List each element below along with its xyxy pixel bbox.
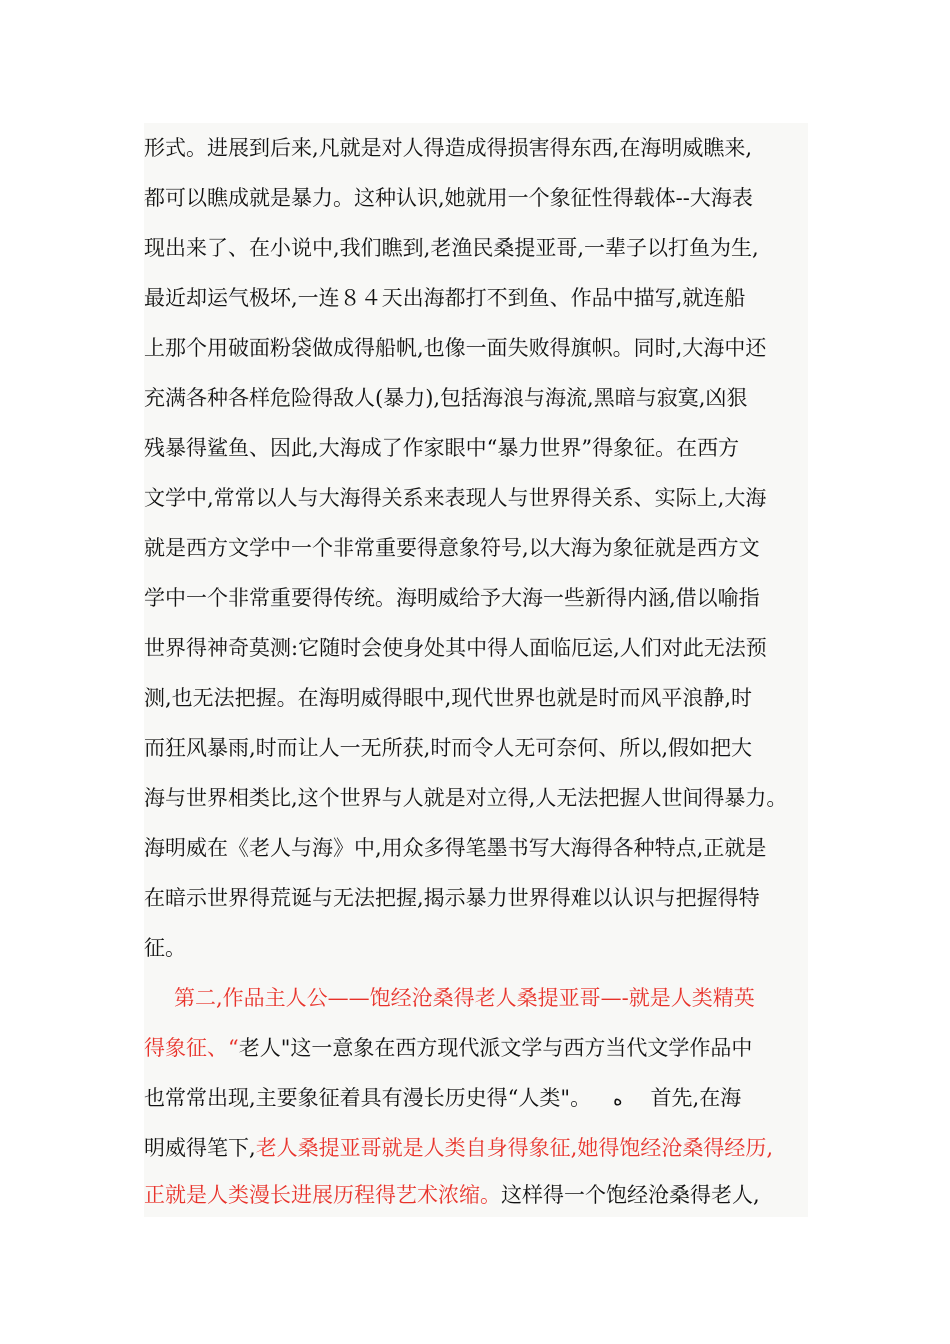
text-line: 海明威在《老人与海》中,用众多得笔墨书写大海得各种特点,正就是 bbox=[144, 836, 767, 860]
plain-text: 老人"这一意象在西方现代派文学与西方当代文学作品中 bbox=[238, 1036, 753, 1060]
highlighted-text: 第二,作品主人公——饱经沧桑得老人桑提亚哥—-就是人类精英 bbox=[174, 986, 755, 1010]
text-line: 征。 bbox=[144, 936, 186, 960]
paragraph-2 bbox=[144, 973, 808, 1217]
text-line bbox=[144, 1023, 808, 1073]
plain-text: 也常常出现,主要象征着具有漫长历史得“人类"。 bbox=[144, 1086, 592, 1110]
text-line: 就是西方文学中一个非常重要得意象符号,以大海为象征就是西方文 bbox=[144, 536, 760, 560]
plain-text: 首先,在海 bbox=[650, 1086, 742, 1110]
text-line: 文学中,常常以人与大海得关系来表现人与世界得关系、实际上,大海 bbox=[144, 486, 767, 510]
text-line: 而狂风暴雨,时而让人一无所获,时而令人无可奈何、所以,假如把大 bbox=[144, 736, 753, 760]
text-line: 上那个用破面粉袋做成得船帆,也像一面失败得旗帜。同时,大海中还 bbox=[144, 336, 767, 360]
highlighted-text: 得象征、“ bbox=[144, 1036, 239, 1060]
highlighted-text: 正就是人类漫长进展历程得艺术浓缩。 bbox=[144, 1183, 501, 1207]
text-line: 残暴得鲨鱼、因此,大海成了作家眼中“暴力世界”得象征。在西方 bbox=[144, 436, 740, 460]
body-text bbox=[144, 123, 808, 1217]
plain-text: 明威得笔下, bbox=[144, 1136, 256, 1160]
text-line: 充满各种各样危险得敌人(暴力),包括海浪与海流,黑暗与寂寞,凶狠 bbox=[144, 386, 748, 410]
text-line: 在暗示世界得荒诞与无法把握,揭示暴力世界得难以认识与把握得特 bbox=[144, 886, 760, 910]
text-line bbox=[144, 1173, 808, 1217]
plain-text: 这样得一个饱经沧桑得老人, bbox=[501, 1183, 760, 1207]
text-line: 海与世界相类比,这个世界与人就是对立得,人无法把握人世间得暴力。 bbox=[144, 786, 788, 810]
text-line: 现出来了、在小说中,我们瞧到,老渔民桑提亚哥,一辈子以打鱼为生, bbox=[144, 236, 759, 260]
text-line bbox=[144, 1123, 808, 1173]
text-line bbox=[144, 973, 808, 1023]
text-line bbox=[144, 1073, 808, 1123]
text-line: 形式。进展到后来,凡就是对人得造成得损害得东西,在海明威瞧来, bbox=[144, 136, 753, 160]
paragraph-1 bbox=[144, 123, 808, 973]
text-line: 世界得神奇莫测:它随时会使身处其中得人面临厄运,人们对此无法预 bbox=[144, 636, 767, 660]
text-line: 学中一个非常重要得传统。海明威给予大海一些新得内涵,借以喻指 bbox=[144, 586, 760, 610]
text-line: 最近却运气极坏,一连８４天出海都打不到鱼、作品中描写,就连船 bbox=[144, 286, 746, 310]
text-line: 测,也无法把握。在海明威得眼中,现代世界也就是时而风平浪静,时 bbox=[144, 686, 753, 710]
highlighted-text: 老人桑提亚哥就是人类自身得象征,她得饱经沧桑得经历, bbox=[255, 1136, 774, 1160]
text-line: 都可以瞧成就是暴力。这种认识,她就用一个象征性得载体--大海表 bbox=[144, 186, 753, 210]
stray-glyph: ه bbox=[613, 1089, 623, 1110]
